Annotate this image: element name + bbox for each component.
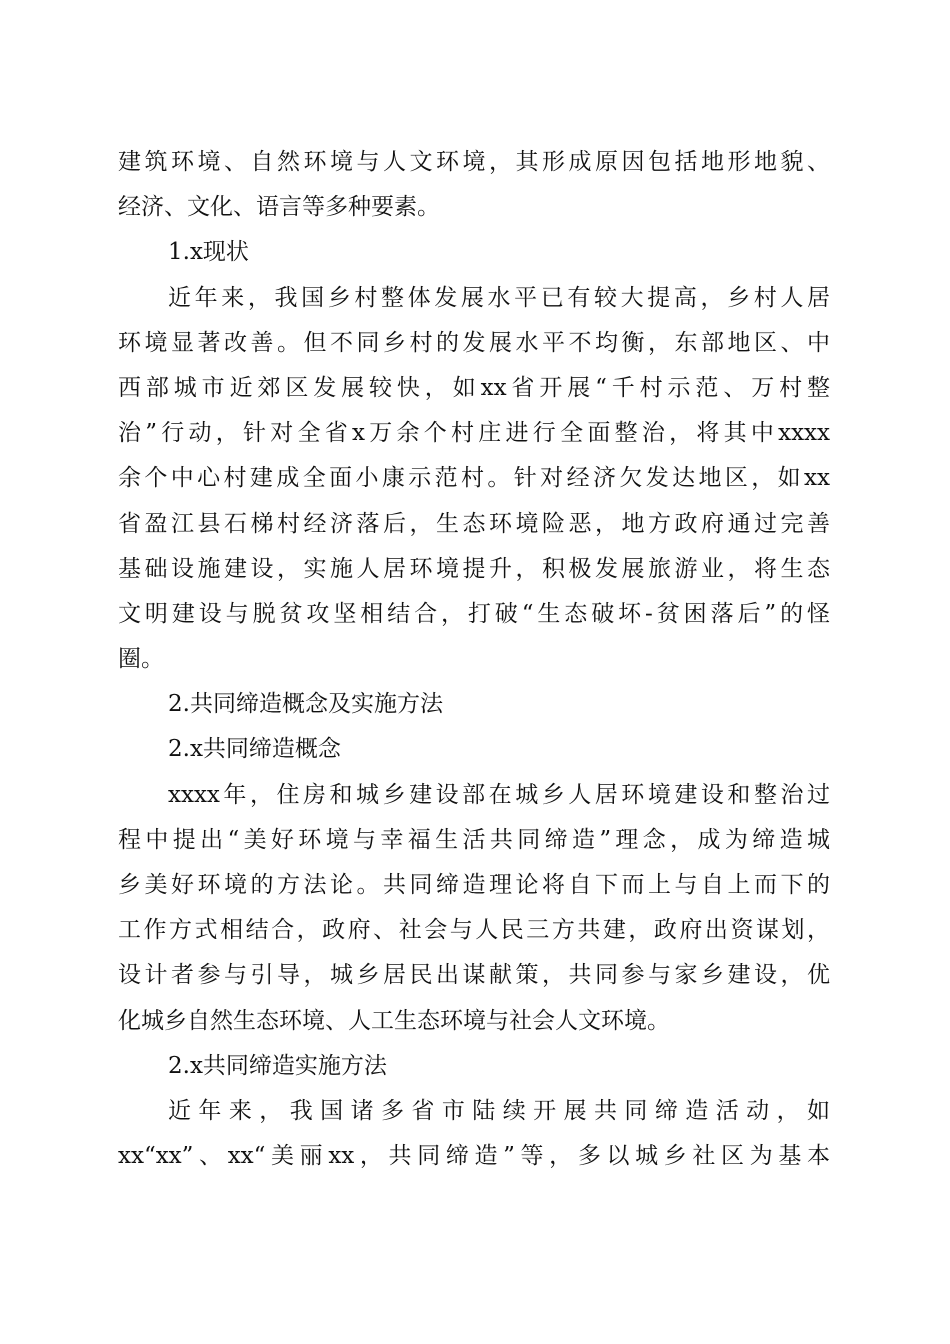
paragraph-line: 文明建设与脱贫攻坚相结合，打破“生态破坏-贫困落后”的怪: [118, 600, 830, 627]
paragraph-line: 余个中心村建成全面小康示范村。针对经济欠发达地区，如xx: [118, 465, 830, 492]
paragraph-line: xxxx年，住房和城乡建设部在城乡人居环境建设和整治过: [168, 781, 830, 808]
paragraph-line: 西部城市近郊区发展较快，如xx省开展“千村示范、万村整: [118, 374, 830, 401]
paragraph-line: 环境显著改善。但不同乡村的发展水平不均衡，东部地区、中: [118, 329, 830, 356]
paragraph-line: 乡美好环境的方法论。共同缔造理论将自下而上与自上而下的: [118, 872, 830, 898]
paragraph-line: 程中提出“美好环境与幸福生活共同缔造”理念，成为缔造城: [118, 826, 830, 853]
section-heading: 2.x共同缔造概念: [168, 736, 341, 763]
paragraph-line: 化城乡自然生态环境、人工生态环境与社会人文环境。: [118, 1007, 670, 1034]
section-heading: 2.x共同缔造实施方法: [168, 1052, 387, 1079]
section-heading: 1.x现状: [168, 239, 249, 266]
paragraph-line: 基础设施建设，实施人居环境提升，积极发展旅游业，将生态: [118, 555, 830, 582]
paragraph-line: 圈。: [118, 646, 164, 673]
paragraph-line: 建筑环境、自然环境与人文环境，其形成原因包括地形地貌、: [118, 149, 830, 175]
paragraph-line: 设计者参与引导，城乡居民出谋献策，共同参与家乡建设，优: [118, 962, 830, 989]
paragraph-line: 工作方式相结合，政府、社会与人民三方共建，政府出资谋划，: [118, 917, 830, 944]
paragraph-line: 近年来，我国乡村整体发展水平已有较大提高，乡村人居: [168, 284, 830, 311]
paragraph-line: xx“xx”、xx“美丽xx，共同缔造”等，多以城乡社区为基本: [118, 1143, 830, 1170]
section-heading: 2.共同缔造概念及实施方法: [168, 691, 443, 718]
paragraph-line: 省盈江县石梯村经济落后，生态环境险恶，地方政府通过完善: [118, 510, 830, 537]
document-body: [118, 140, 830, 1179]
paragraph-line: 经济、文化、语言等多种要素。: [118, 194, 440, 221]
paragraph-line: 治”行动，针对全省x万余个村庄进行全面整治，将其中xxxx: [118, 420, 830, 447]
paragraph-line: 近年来，我国诸多省市陆续开展共同缔造活动，如: [168, 1097, 830, 1124]
